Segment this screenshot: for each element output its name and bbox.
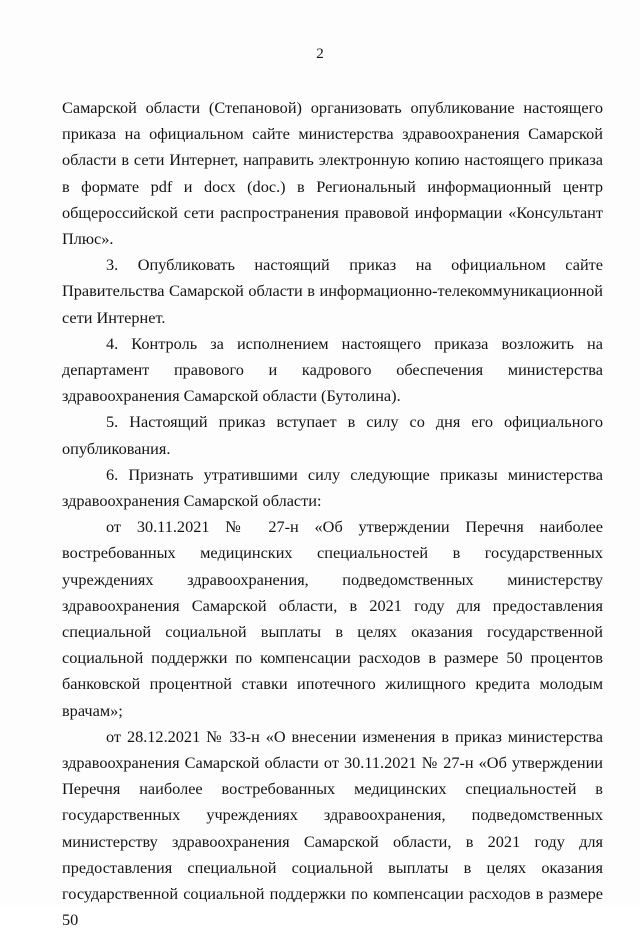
paragraph-continuation: Самарской области (Степановой) организовать опубликование настоящего приказа на официальном сайте министерства здравоохранения Самарской области в сети Интернет, направить электронную копию настоящего приказа в формате pdf и docx (doc.) в Региональный информационный центр общероссийской сети распространения правовой информации «Консультант Плюс». xyxy=(62,98,603,249)
paragraph-6: 6. Признать утратившими силу следующие приказы министерства здравоохранения Самарской области: xyxy=(62,464,603,511)
paragraph-6-item-2: от 28.12.2021 № 33-н «О внесении изменения в приказ министерства здравоохранения Самарской области от 30.11.2021 № 27-н «Об утверждении Перечня наиболее востребованных медицинских специальностей в государственных учреждениях здравоохранения, подведомственных министерству здравоохранения Самарской области, в 2021 году для предоставления специальной социальной выплаты в целях оказания государственной социальной поддержки по компенсации расходов в размере 50 xyxy=(62,726,603,930)
paragraph-6-item-1: от 30.11.2021 № 27-н «Об утверждении Перечня наиболее востребованных медицинских специальностей в государственных учреждениях здравоохранения, подведомственных министерству здравоохранения Самарской области, в 2021 году для предоставления специальной социальной выплаты в целях оказания государственной социальной поддержки по компенсации расходов в размере 50 процентов банковской процентной ставки ипотечного жилищного кредита молодым врачам»; xyxy=(62,517,603,720)
paragraph-4: 4. Контроль за исполнением настоящего приказа возложить на департамент правового и кадрового обеспечения министерства здравоохранения Самарской области (Бутолина). xyxy=(62,333,603,406)
paragraph-3: 3. Опубликовать настоящий приказ на официальном сайте Правительства Самарской области в информационно-телекоммуникационной сети Интернет. xyxy=(62,255,603,327)
page-number: 2 xyxy=(316,46,324,62)
document-body xyxy=(62,95,603,934)
paragraph-5: 5. Настоящий приказ вступает в силу со дня его официального опубликования. xyxy=(62,412,603,458)
